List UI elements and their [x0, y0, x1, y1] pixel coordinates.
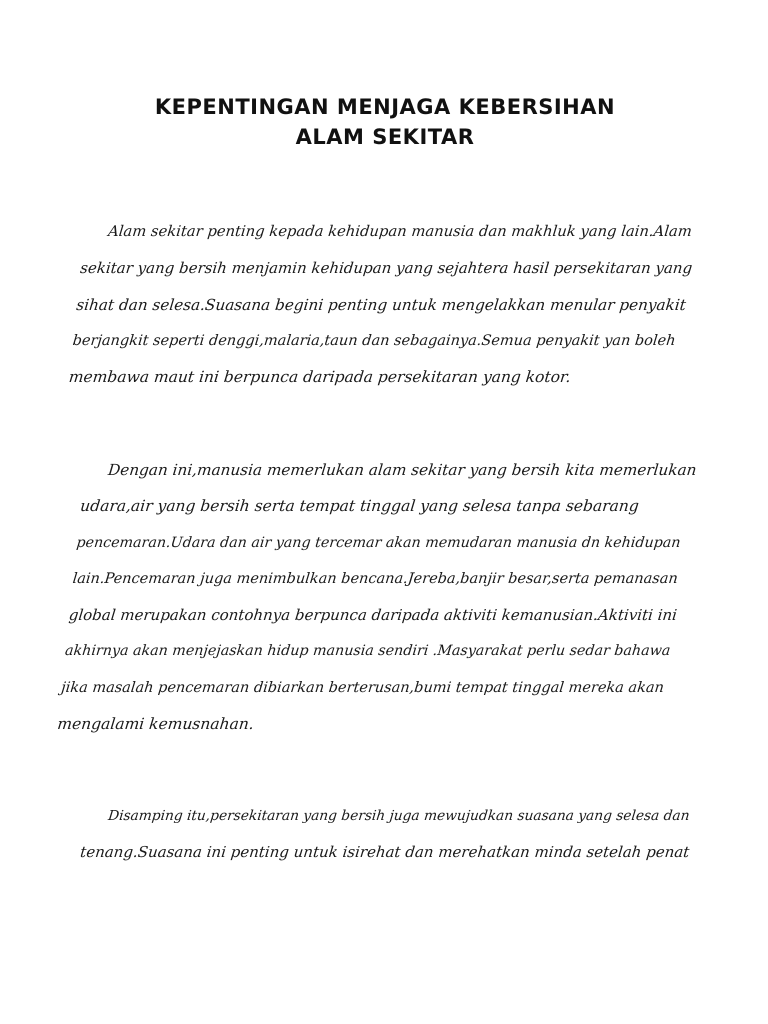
paragraph-3	[78, 798, 691, 871]
paragraph-2	[55, 452, 698, 742]
paragraph-line: tenang.Suasana ini penting untuk isirehat dan merehatkan minda setelah penat	[79, 843, 691, 862]
title-line: KEPENTINGAN MENJAGA KEBERSIHAN	[154, 95, 616, 119]
paragraph-line: global merupakan contohnya berpunca daripada aktiviti kemanusian.Aktiviti ini	[67, 606, 678, 625]
paragraph-line: mengalami kemusnahan.	[56, 715, 255, 734]
paragraph-line: udara,air yang bersih serta tempat tinggal yang selesa tanpa sebarang	[79, 497, 640, 516]
paragraph-line: sihat dan selesa.Suasana begini penting untuk mengelakkan menular penyakit	[75, 295, 687, 314]
title-line: ALAM SEKITAR	[295, 125, 475, 149]
paragraph-line: lain.Pencemaran juga menimbulkan bencana.Jereba,banjir besar,serta pemanasan	[71, 570, 679, 587]
paragraph-1	[67, 214, 694, 395]
paragraph-line: Disamping itu,persekitaran yang bersih juga mewujudkan suasana yang selesa dan	[107, 808, 691, 824]
paragraph-line: membawa maut ini berpunca daripada persekitaran yang kotor.	[67, 368, 572, 387]
paragraph-line: jika masalah pencemaran dibiarkan berterusan,bumi tempat tinggal mereka akan	[60, 679, 665, 696]
paragraph-line: sekitar yang bersih menjamin kehidupan yang sejahtera hasil persekitaran yang	[79, 259, 694, 278]
paragraph-line: berjangkit seperti denggi,malaria,taun dan sebagainya.Semua penyakit yan boleh	[71, 332, 677, 349]
paragraph-line: Alam sekitar penting kepada kehidupan manusia dan makhluk yang lain.Alam	[107, 223, 693, 240]
paragraph-line: akhirnya akan menjejaskan hidup manusia sendiri .Masyarakat perlu sedar bahawa	[64, 643, 672, 660]
paragraph-line: pencemaran.Udara dan air yang tercemar akan memudaran manusia dn kehidupan	[75, 534, 682, 551]
paragraph-line: Dengan ini,manusia memerlukan alam sekitar yang bersih kita memerlukan	[107, 461, 698, 479]
document-title	[60, 92, 710, 152]
